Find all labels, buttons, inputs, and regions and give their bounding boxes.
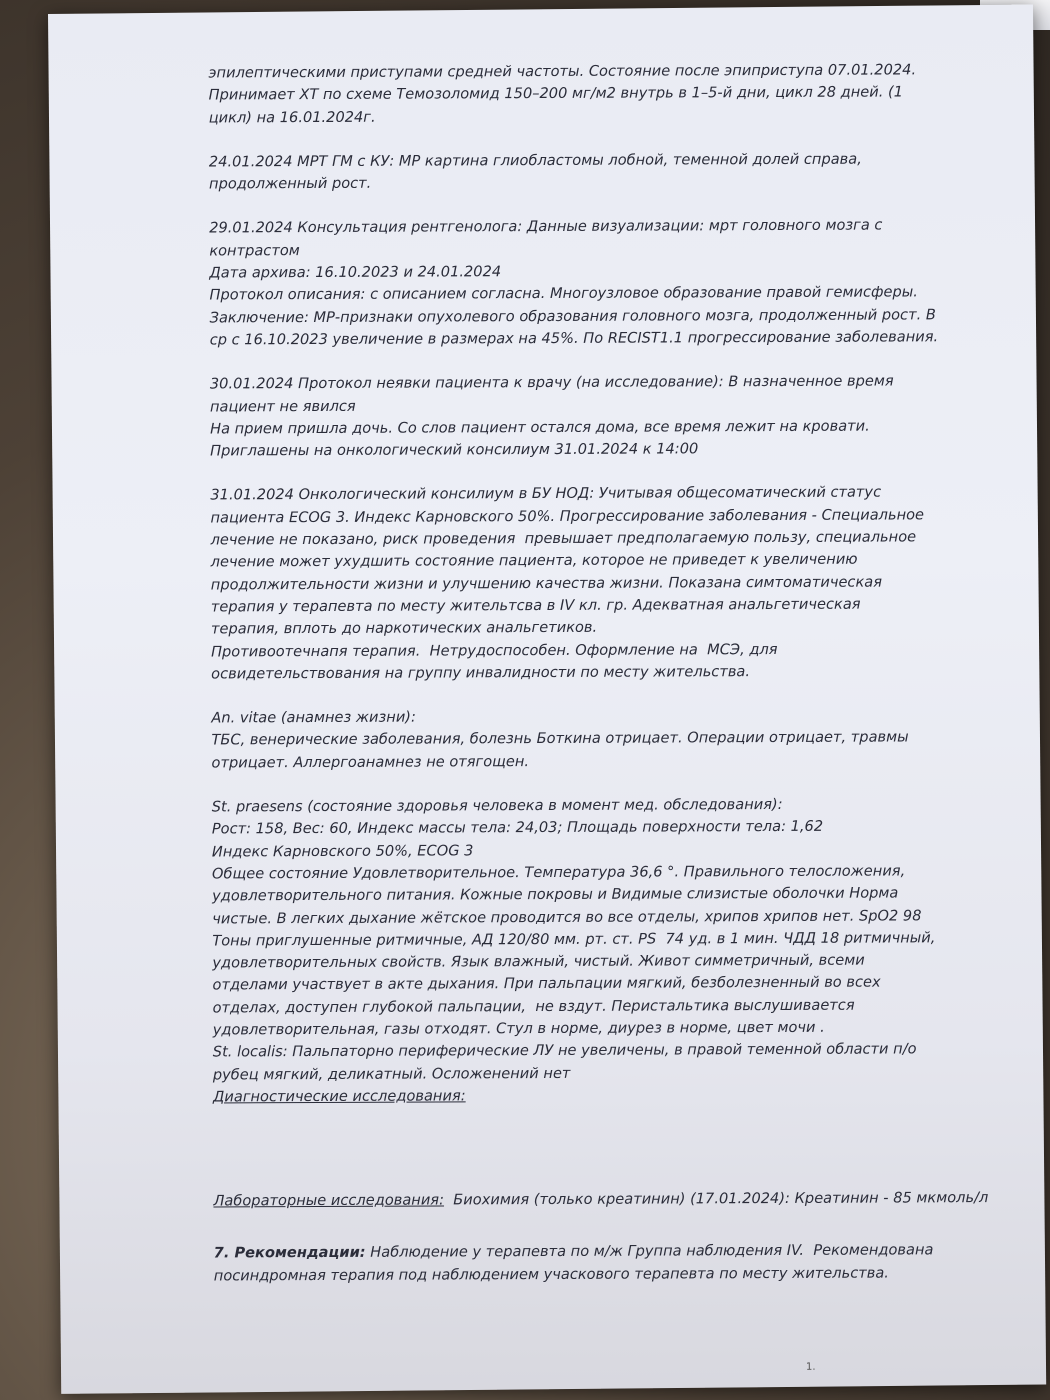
- text-line: отрицает. Аллергоанамнез не отягощен.: [211, 752, 530, 772]
- text-line: чистые. В легких дыхание жётское проводится во все отделы, хрипов хрипов нет. SpO2 98: [212, 906, 922, 927]
- recommendations-label: 7. Рекомендации:: [213, 1244, 366, 1262]
- lab-results-line: [213, 1187, 1003, 1213]
- text-line: продолженный рост.: [208, 174, 372, 193]
- document-content: [208, 59, 1003, 1287]
- text-block-anamnesis: [211, 704, 1001, 774]
- recommendations-text: Наблюдение у терапевта по м/ж Группа наблюдения IV. Рекомендована: [365, 1241, 934, 1262]
- text-line: St. localis: Пальпаторно периферические ЛУ не увеличены, в правой теменной области п/о: [212, 1040, 917, 1061]
- text-line: отделами участвует в акте дыхания. При пальпации мягкий, безболезненный во всех: [212, 973, 881, 994]
- text-line: Принимает ХТ по схеме Темозоломид 150–200 мг/м2 внутрь в 1–5-й дни, цикл 28 дней. (1: [208, 83, 904, 104]
- recommendations-section: [214, 1239, 1004, 1287]
- text-line: Приглашены на онкологический консилиум 31.01.2024 к 14:00: [210, 440, 699, 460]
- text-block-consilium: [210, 481, 1001, 685]
- text-line: удовлетворительная, газы отходят. Стул в норме, диурез в норме, цвет мочи .: [212, 1018, 825, 1039]
- text-line: ср с 16.10.2023 увеличение в размерах на 45%. По RECIST1.1 прогрессирование заболевания.: [209, 328, 939, 349]
- text-block-radiologist: [209, 214, 1000, 351]
- text-line: [214, 1239, 1004, 1265]
- text-line: 29.01.2024 Консультация рентгенолога: Данные визуализации: мрт головного мозга с: [209, 217, 883, 237]
- page-number: 1.: [805, 1361, 816, 1373]
- text-line: лечение может ухудшить состояние пациента, которое не приведет к увеличению: [210, 550, 858, 571]
- text-line: лечение не показано, риск проведения превышает предполагаемую пользу, специальное: [210, 528, 917, 549]
- text-line: контрастом: [209, 241, 300, 260]
- text-line: освидетельствования на группу инвалидности по месту жительства.: [211, 662, 751, 683]
- text-line: удовлетворительных свойств. Язык влажный, чистый. Живот симметричный, всеми: [212, 951, 865, 972]
- text-line: эпилептическими приступами средней частоты. Состояние после эпиприступа 07.01.2024.: [208, 61, 917, 82]
- document-sheet: [48, 5, 1046, 1394]
- text-line: пациент не явился: [209, 397, 356, 416]
- text-line: Протокол описания: с описанием согласна. Многоузловое образование правой гемисферы.: [209, 283, 918, 304]
- diagnostics-heading: Диагностические исследования:: [212, 1087, 466, 1106]
- text-line: посиндромная терапия под наблюдением учаскового терапевта по месту жительства.: [213, 1264, 889, 1285]
- text-line: Общее состояние Удовлетворительное. Температура 36,6 °. Правильного телосложения,: [211, 862, 906, 883]
- lab-label: Лабораторные исследования:: [213, 1191, 445, 1210]
- text-line: На прием пришла дочь. Со слов пациент остался дома, все время лежит на кровати.: [210, 417, 870, 438]
- text-block-no-show: [210, 370, 1000, 463]
- text-line: 24.01.2024 МРТ ГМ с КУ: МР картина глиобластомы лобной, теменной долей справа,: [208, 150, 862, 171]
- text-line: Противоотечнапя терапия. Нетрудоспособен. Оформление на МСЭ, для: [211, 640, 778, 660]
- text-block-mri: [209, 148, 999, 196]
- text-line: ТБС, венерические заболевания, болезнь Боткина отрицает. Операции отрицает, травмы: [211, 728, 909, 749]
- text-line: терапия у терапевта по месту жительтсва в IV кл. гр. Адекватная анальгетическая: [210, 595, 861, 616]
- lab-text: Биохимия (только креатинин) (17.01.2024): Креатинин - 85 мкмоль/л: [443, 1189, 989, 1209]
- text-block-status: [212, 793, 1003, 1086]
- text-line: 31.01.2024 Онкологический консилиум в БУ НОД: Учитывая общесоматический статус: [210, 483, 882, 504]
- text-line: Индекс Карновского 50%, ECOG 3: [211, 841, 474, 861]
- text-line: Рост: 158, Вес: 60, Индекс массы тела: 24,03; Площадь поверхности тела: 1,62: [211, 818, 824, 838]
- text-line: An. vitae (анамнез жизни):: [211, 708, 416, 727]
- text-line: Дата архива: 16.10.2023 и 24.01.2024: [209, 263, 502, 282]
- text-line: продолжительности жизни и улучшению качества жизни. Показана симтоматическая: [210, 573, 883, 594]
- text-line: St. praesens (состояние здоровья человека в момент мед. обследования):: [211, 795, 783, 816]
- text-line: отделах, доступен глубокой пальпации, не вздут. Перистальтика выслушивается: [212, 996, 855, 1017]
- text-line: 30.01.2024 Протокол неявки пациента к врачу (на исследование): В назначенное время: [209, 372, 894, 393]
- text-line: рубец мягкий, деликатный. Осложенений нет: [212, 1064, 571, 1084]
- text-line: Тоны приглушенные ритмичные, АД 120/80 мм. рт. ст. PS 74 уд. в 1 мин. ЧДД 18 ритмичный,: [212, 929, 936, 950]
- text-line: терапия, вплоть до наркотических анальгетиков.: [210, 619, 598, 638]
- text-line: удовлетворительного питания. Кожные покровы и Видимые слизистые оболочки Норма: [212, 884, 899, 905]
- text-line: цикл) на 16.01.2024г.: [208, 108, 376, 127]
- text-line: пациента ECOG 3. Индекс Карновского 50%. Прогрессирование заболевания - Специальное: [210, 506, 925, 527]
- text-line: Заключение: МР-признаки опухолевого образования головного мозга, продолженный рост. В: [209, 305, 936, 327]
- text-block-treatment: [208, 59, 998, 129]
